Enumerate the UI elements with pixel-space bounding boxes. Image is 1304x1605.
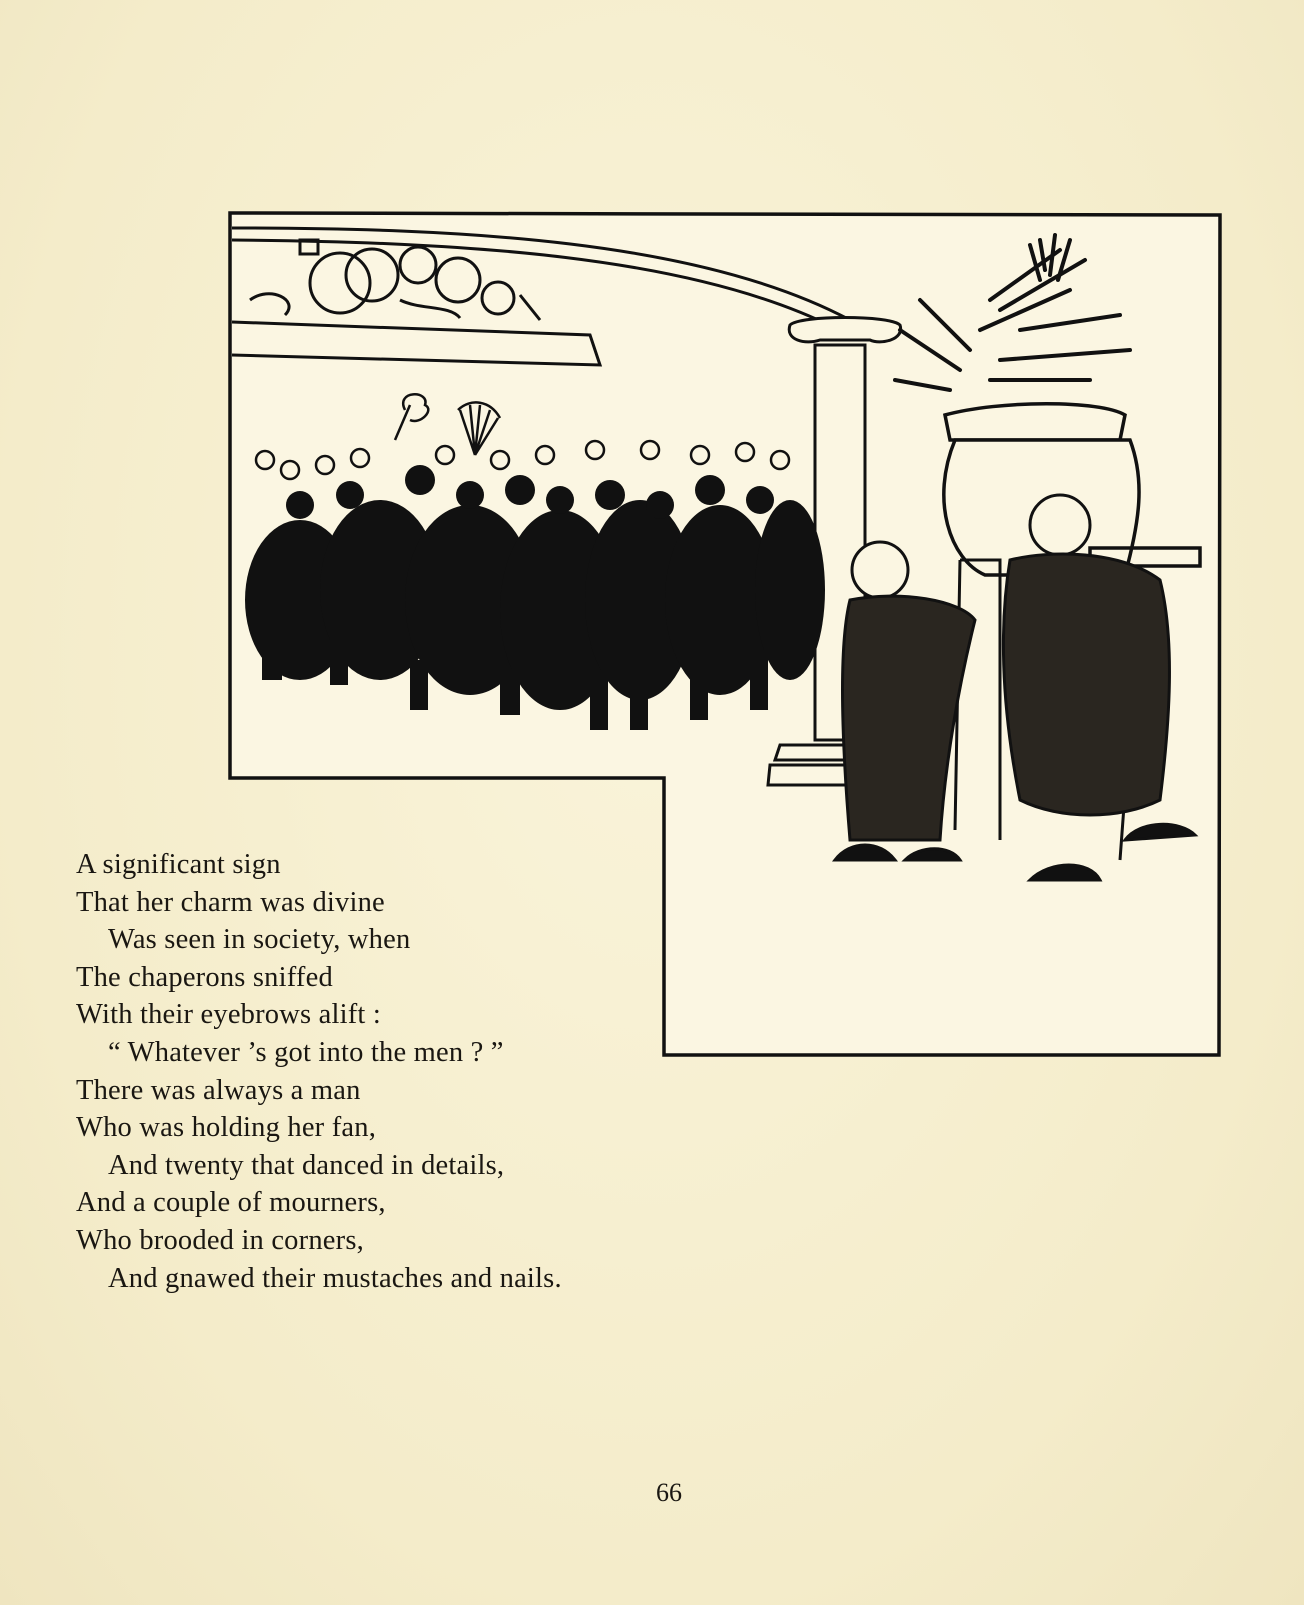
poem-line: The chaperons sniffed: [76, 961, 333, 993]
poem-line: That her charm was divine: [76, 886, 385, 918]
poem-line: With their eyebrows alift :: [76, 999, 381, 1031]
poem-line: And gnawed their mustaches and nails.: [108, 1262, 562, 1294]
poem-line: There was always a man: [76, 1074, 361, 1106]
poem-line: “ Whatever ’s got into the men ? ”: [108, 1036, 504, 1068]
poem-line: A significant sign: [76, 849, 281, 880]
page-number: 66: [656, 1478, 682, 1507]
poem: [76, 846, 562, 1297]
poem-line: Was seen in society, when: [108, 924, 411, 956]
poem-line: Who brooded in corners,: [76, 1224, 364, 1256]
poem-line: Who was holding her fan,: [76, 1112, 377, 1144]
poem-line: And twenty that danced in details,: [108, 1149, 505, 1181]
poem-line: And a couple of mourners,: [76, 1187, 386, 1219]
